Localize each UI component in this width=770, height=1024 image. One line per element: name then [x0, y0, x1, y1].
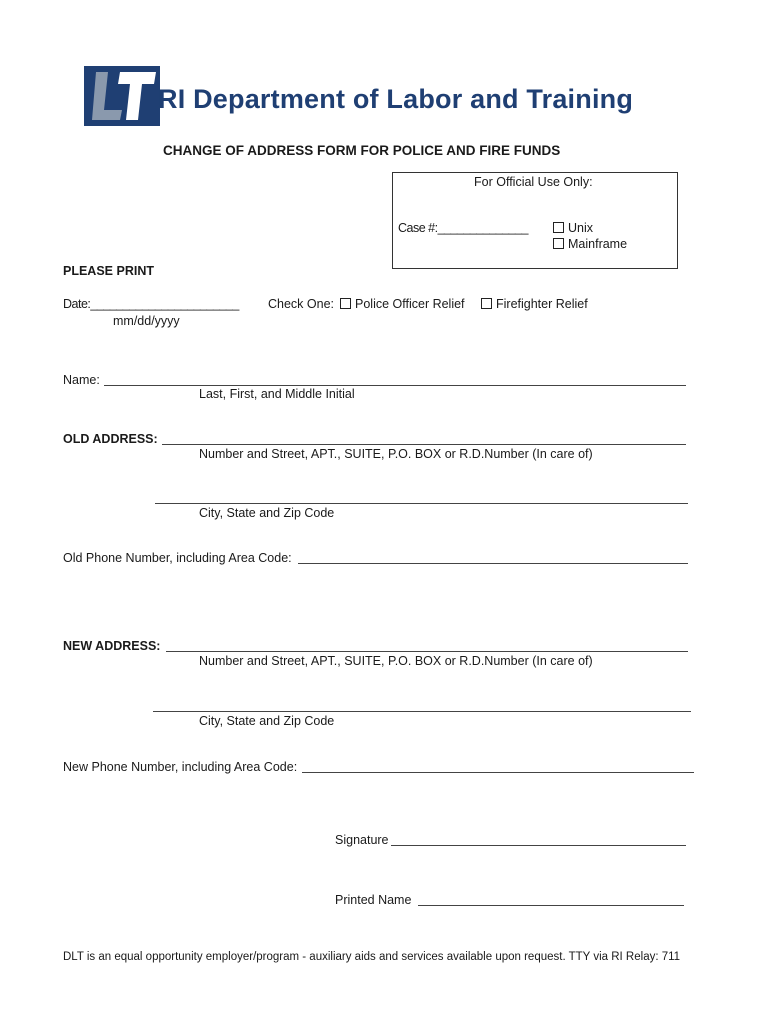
new-phone-label: New Phone Number, including Area Code:: [63, 760, 298, 774]
unix-label: Unix: [568, 221, 594, 235]
police-officer-checkbox[interactable]: [340, 298, 351, 309]
police-officer-option[interactable]: [340, 297, 465, 311]
form-title: CHANGE OF ADDRESS FORM FOR POLICE AND FIRE FUNDS: [163, 143, 561, 158]
firefighter-checkbox[interactable]: [481, 298, 492, 309]
new-address-street-line[interactable]: [166, 651, 688, 652]
signature-line[interactable]: [391, 845, 686, 846]
old-city-hint: City, State and Zip Code: [199, 506, 335, 520]
mainframe-label: Mainframe: [568, 237, 628, 251]
dlt-logo-mark: [82, 64, 162, 128]
firefighter-option[interactable]: [481, 297, 588, 311]
official-use-heading: For Official Use Only:: [474, 175, 593, 189]
name-label: Name:: [63, 373, 100, 387]
printed-name-line[interactable]: [418, 905, 684, 906]
case-number-field[interactable]: Case #:______________: [398, 221, 528, 235]
old-address-street-line[interactable]: [162, 444, 686, 445]
police-officer-label: Police Officer Relief: [355, 297, 465, 311]
name-hint: Last, First, and Middle Initial: [199, 387, 355, 401]
unix-option[interactable]: [553, 221, 593, 235]
new-city-hint: City, State and Zip Code: [199, 714, 335, 728]
new-street-hint: Number and Street, APT., SUITE, P.O. BOX or R.D.Number (In care of): [199, 654, 593, 668]
old-address-label: OLD ADDRESS:: [63, 432, 158, 446]
old-phone-line[interactable]: [298, 563, 688, 564]
printed-name-label: Printed Name: [335, 893, 412, 907]
mainframe-checkbox[interactable]: [553, 238, 564, 249]
footer-notice: DLT is an equal opportunity employer/program - auxiliary aids and services available upon request. TTY via RI Relay: 711: [63, 951, 681, 963]
old-address-city-line[interactable]: [155, 503, 688, 504]
date-hint: mm/dd/yyyy: [113, 314, 180, 328]
please-print-label: PLEASE PRINT: [63, 264, 154, 278]
firefighter-label: Firefighter Relief: [496, 297, 588, 311]
signature-label: Signature: [335, 833, 389, 847]
name-input-line[interactable]: [104, 385, 686, 386]
new-phone-line[interactable]: [302, 772, 694, 773]
org-name: RI Department of Labor and Training: [158, 84, 634, 114]
old-street-hint: Number and Street, APT., SUITE, P.O. BOX or R.D.Number (In care of): [199, 447, 593, 461]
new-address-city-line[interactable]: [153, 711, 691, 712]
mainframe-option[interactable]: [553, 237, 627, 251]
date-field[interactable]: Date:_______________________: [63, 297, 239, 311]
unix-checkbox[interactable]: [553, 222, 564, 233]
check-one-label: Check One:: [268, 297, 335, 311]
old-phone-label: Old Phone Number, including Area Code:: [63, 551, 292, 565]
new-address-label: NEW ADDRESS:: [63, 639, 161, 653]
